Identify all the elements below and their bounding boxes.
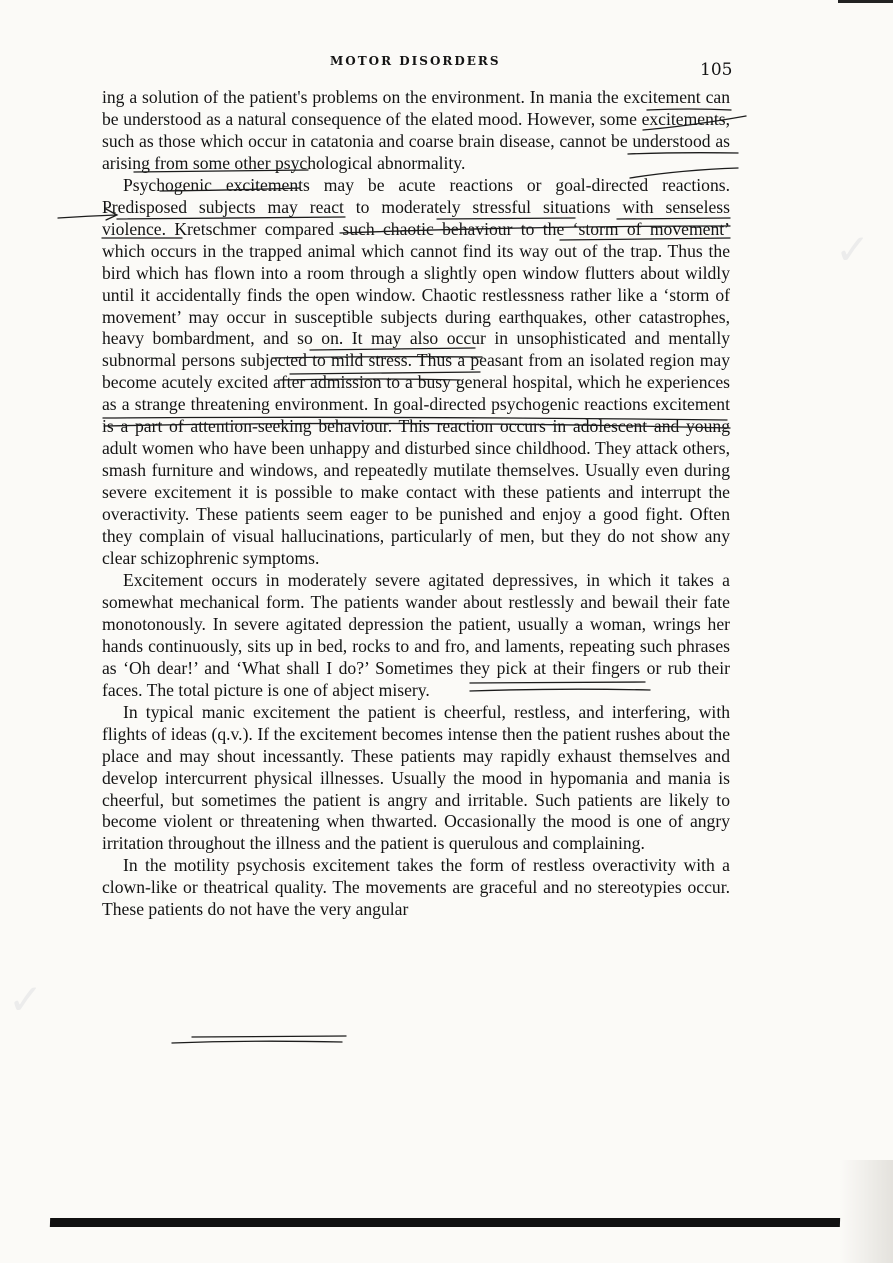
overline-with-a-clown-like xyxy=(172,1041,342,1043)
page-edge-shadow xyxy=(840,1160,893,1263)
body-text xyxy=(102,87,730,921)
paragraph-4: In typical manic excitement the patient is cheerful, restless, and interfering, with flights of ideas (q.v.). If the excitement becomes intense then the patient rushes about the place and may shout incessantly. These patients may rapidly exhaust themselves and develop intercurrent physical illnesses. Usually the mood in hypomania and mania is cheerful, but sometimes the patient is angry and irritable. Such patients are likely to become violent or threatening when thwarted. Occasionally the mood is one of angry irritation throughout the illness and the patient is querulous and complaining. xyxy=(102,701,730,854)
running-title: MOTOR DISORDERS xyxy=(330,54,501,68)
paragraph-2: Psychogenic excitements may be acute reactions or goal-directed reactions. Predisposed subjects may react to moderately stressful situations with senseless violence. Kretschmer compared such chaotic behaviour to the ‘storm of movement’ which occurs in the trapped animal which cannot find its way out of the trap. Thus the bird which has flown into a room through a slightly open window flutters about wildly until it accidentally finds the open window. Chaotic restlessness rather like a ‘storm of movement’ may occur in susceptible subjects during earthquakes, other catastrophes, heavy bombardment, and so on. It may also occur in unsophisticated and mentally subnormal persons subjected to mild stress. Thus a peasant from an isolated region may become acutely excited after admission to a busy general hospital, which he experiences as a strange threatening environment. In goal-directed psychogenic reactions excitement is a part of attention-seeking behaviour. This reaction occurs in adolescent and young adult women who have been unhappy and disturbed since childhood. They attack others, smash furniture and windows, and repeatedly mutilate themselves. Usually even during severe excitement it is possible to make contact with these patients and interrupt the overactivity. These patients seem eager to be punished and enjoy a good fight. Often they complain of visual hallucinations, particularly of men, but they do not show any clear schizophrenic symptoms. xyxy=(102,174,730,569)
paragraph-5: In the motility psychosis excitement takes the form of restless overactivity with a clown-like or theatrical quality. The movements are graceful and no stereotypies occur. These patients do not have the very angular xyxy=(102,855,730,920)
paragraph-3: Excitement occurs in moderately severe agitated depressives, in which it takes a somewhat mechanical form. The patients wander about restlessly and bewail their fate monotonously. In severe agitated depression the patient, usually a woman, wrings her hands continuously, sits up in bed, rocks to and fro, and laments, repeating such phrases as ‘Oh dear!’ and ‘What shall I do?’ Sometimes they pick at their fingers or rub their faces. The total picture is one of abject misery. xyxy=(102,569,730,700)
page-top-edge-shadow xyxy=(838,0,893,3)
paragraph-1: ing a solution of the patient's problems on the environment. In mania the excitement can be understood as a natural consequence of the elated mood. However, some excitements, such as those which occur in catatonia and coarse brain disease, cannot be understood as arising from some other psychological abnormality. xyxy=(102,87,730,173)
page-bottom-edge-shadow xyxy=(50,1218,840,1227)
faint-margin-mark: ✓ xyxy=(835,225,871,274)
underline-motility-psychosis xyxy=(192,1036,346,1037)
faint-margin-mark: ✓ xyxy=(8,975,44,1024)
page-number: 105 xyxy=(700,60,733,80)
